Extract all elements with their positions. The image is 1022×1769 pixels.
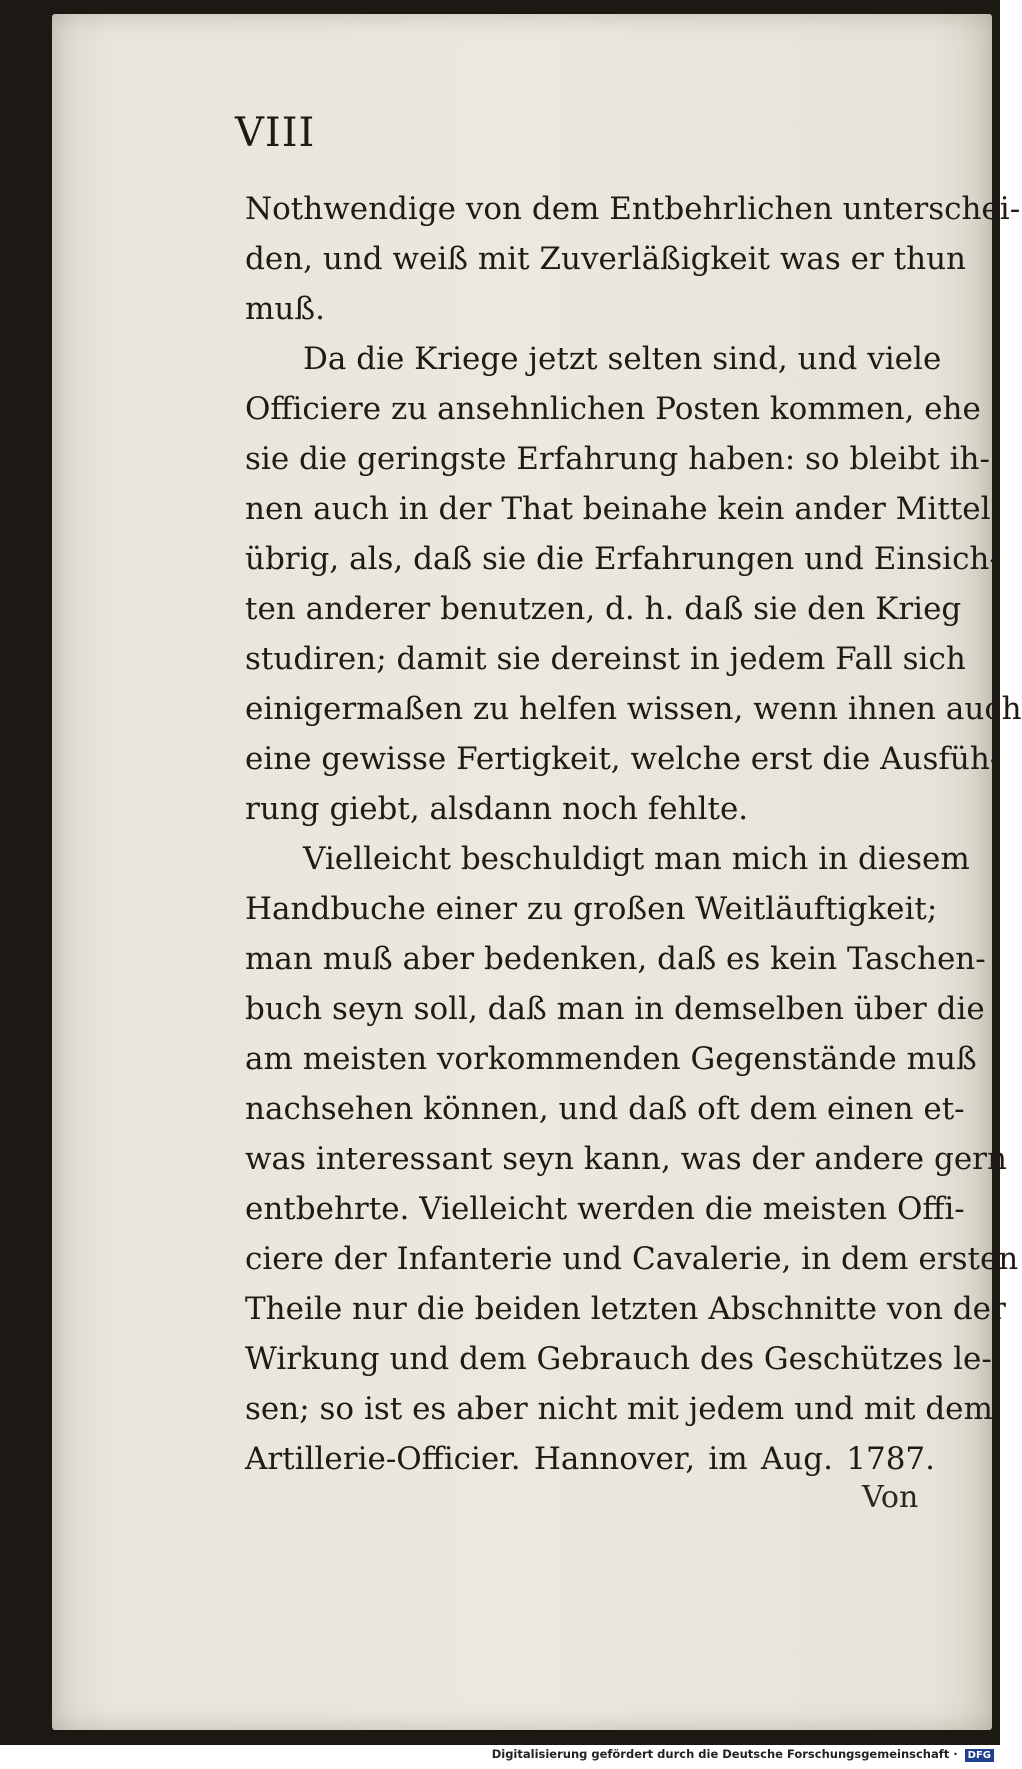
text-line: Artillerie-Officier. Hannover, im Aug. 1787. (245, 1441, 935, 1477)
text-line: ciere der Infanterie und Cavalerie, in dem ersten (245, 1241, 1019, 1277)
text-line: Nothwendige von dem Entbehrlichen unterschei- (245, 191, 1021, 227)
text-line: sen; so ist es aber nicht mit jedem und mit dem (245, 1391, 993, 1427)
text-line: nachsehen können, und daß oft dem einen et- (245, 1091, 965, 1127)
text-line: am meisten vorkommenden Gegenstände muß (245, 1041, 977, 1077)
footer-credit-line (492, 1747, 994, 1762)
digitization-footer (0, 1745, 1000, 1769)
text-line: buch seyn soll, daß man in demselben über die (245, 991, 985, 1027)
dfg-logo[interactable]: DFG (965, 1749, 994, 1762)
text-line: Wirkung und dem Gebrauch des Geschützes le- (245, 1341, 992, 1377)
text-line: nen auch in der That beinahe kein ander Mittel (245, 491, 991, 527)
text-line: entbehrte. Vielleicht werden die meisten Offi- (245, 1191, 965, 1227)
text-line: einigermaßen zu helfen wissen, wenn ihnen auch (245, 691, 1022, 727)
text-line: man muß aber bedenken, daß es kein Taschen- (245, 941, 986, 977)
text-line: Vielleicht beschuldigt man mich in diesem (303, 841, 970, 877)
text-line: Theile nur die beiden letzten Abschnitte von der (245, 1291, 1006, 1327)
text-line: Da die Kriege jetzt selten sind, und viele (303, 341, 942, 377)
footer-credit-text: Digitalisierung gefördert durch die Deutsche Forschungsgemeinschaft · (491, 1747, 958, 1761)
text-line: Officiere zu ansehnlichen Posten kommen, ehe (245, 391, 981, 427)
text-line: was interessant seyn kann, was der andere gern (245, 1141, 1007, 1177)
text-line: muß. (245, 291, 325, 327)
text-line: Handbuche einer zu großen Weitläuftigkeit; (245, 891, 938, 927)
text-line: sie die geringste Erfahrung haben: so bleibt ih- (245, 441, 990, 477)
page-text-block (245, 184, 1022, 1484)
text-line: den, und weiß mit Zuverläßigkeit was er thun (245, 241, 967, 277)
text-line: ten anderer benutzen, d. h. daß sie den Krieg (245, 591, 962, 627)
catchword: Von (862, 1480, 919, 1515)
text-line: studiren; damit sie dereinst in jedem Fall sich (245, 641, 966, 677)
text-line: rung giebt, alsdann noch fehlte. (245, 791, 749, 827)
page-number: VIII (235, 110, 316, 156)
text-line: eine gewisse Fertigkeit, welche erst die Ausfüh- (245, 741, 1001, 777)
text-line: übrig, als, daß sie die Erfahrungen und Einsich- (245, 541, 1000, 577)
